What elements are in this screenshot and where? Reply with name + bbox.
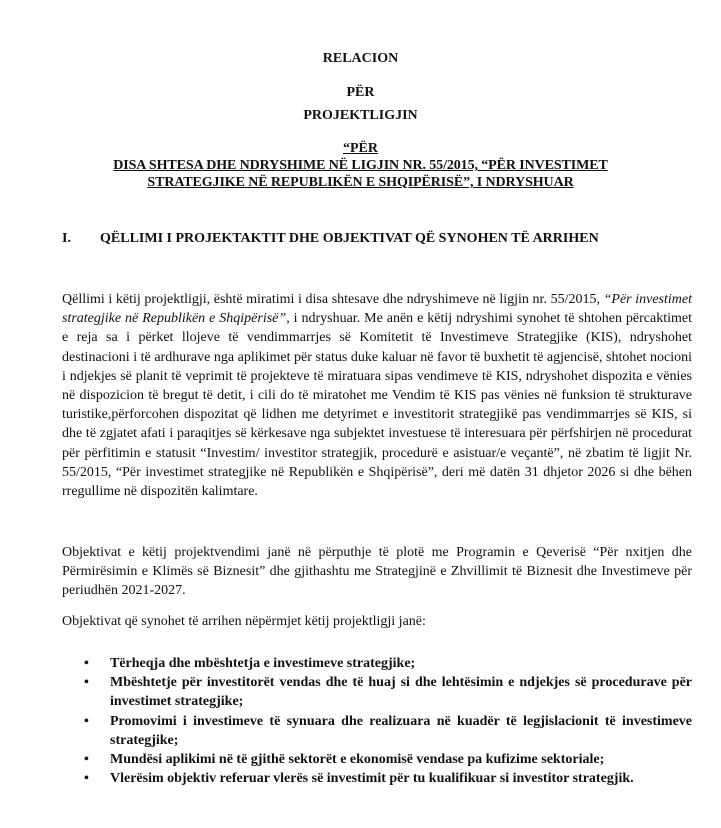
title-projektligjin: PROJEKTLIGJIN [303, 108, 418, 123]
paragraph-objectives: Objektivat e këtij projektvendimi janë në përputhje të plotë me Programin e Qeverisë “Për nxitjen dhe Përmirësimin e Klimës së Biznesit” dhe gjithashtu me Strategjinë e Zhvillimit të Biznesit dhe Investimeve për periudhën 2021-2027. [62, 545, 692, 599]
paragraph-purpose-start: Qëllimi i këtij projektligji, është miratimi i disa shtesave dhe ndryshimeve në ligjin nr. 55/2015, [62, 292, 600, 307]
title-relacion: RELACION [322, 51, 399, 66]
subtitle-line-1: DISA SHTESA DHE NDRYSHIME NË LIGJIN NR. 55/2015, “PËR INVESTIMET [113, 158, 608, 173]
law-title-italic: “Për investimet strategjike në Republikën e Shqipërisë” [62, 292, 692, 327]
title-per: PËR [346, 85, 375, 100]
paragraph-purpose [62, 290, 692, 501]
subtitle-line-2: STRATEGJIKE NË REPUBLIKËN E SHQIPËRISË”, I NDRYSHUAR [147, 175, 574, 190]
paragraph-purpose-rest: , i ndryshuar. Me anën e këtij ndryshimi synohet të shtohen përcaktimet e reja sa i përket llojeve të vendimmarrjes së Komitetit të Investimeve Strategjike (KIS), ndryshohet destinacioni i të ardhurave nga aplikimet për status duke kaluar në favor të buxhetit të agjencisë, shtohet nocioni i ndjekjes së planit të veprimit të projekteve të miratuara sipas vendimeve të KIS, ndryshohet dispozita e vënies në dispozicion të bregut të detit, i cili do të miratohet me Vendim të KIS pas vënies në funksion të strukturave turistike,përforcohen dispozitat që lidhen me detyrimet e investitorit strategjikë pas vendimmarrjes së KIS, si dhe të zgjatet afati i paraqitjes së kërkesave nga subjektet investuese të interesuara për përfshirjen në procedurat për përfitimin e statusit “Investim/ investitor strategjik, procedurë e asistuar/e veçantë”, në zbatim të ligjit Nr. 55/2015, “Për investimet strategjike në Republikën e Shqipërisë”, deri më datën 31 dhjetor 2026 si dhe bëhen rregullime në dispozitën kalimtare. [62, 311, 692, 500]
bullet-icon: • [84, 656, 89, 671]
section-heading [62, 231, 702, 247]
bullet-icon: • [84, 771, 89, 787]
list-item-text: Vlerësim objektiv referuar vlerës së investimit për tu kualifikuar si investitor strategjik. [110, 771, 634, 787]
objectives-list [62, 654, 692, 788]
list-item [62, 654, 692, 673]
list-item [62, 673, 692, 711]
section-number: I. [62, 231, 71, 246]
list-item-text: Mundësi aplikimi në të gjithë sektorët e ekonomisë vendase pa kufizime sektoriale; [110, 752, 605, 768]
list-item [62, 750, 692, 769]
list-item-text: Promovimi i investimeve të synuara dhe realizuara në kuadër të legjislacionit të investimeve strategjike; [110, 713, 692, 748]
list-item-text: Tërheqja dhe mbështetja e investimeve strategjike; [110, 656, 416, 671]
bullet-icon: • [84, 752, 89, 768]
bullet-icon: • [84, 713, 89, 729]
section-title: QËLLIMI I PROJEKTAKTIT DHE OBJEKTIVAT QË SYNOHEN TË ARRIHEN [100, 231, 599, 246]
list-item [62, 769, 692, 788]
list-item [62, 712, 692, 750]
bullet-icon: • [84, 675, 89, 691]
list-item-text: Mbështetje për investitorët vendas dhe të huaj si dhe lehtësimin e ndjekjes së procedurave për investimet strategjike; [110, 675, 692, 710]
subtitle-per: “PËR [343, 141, 378, 156]
paragraph-objectives-intro: Objektivat që synohet të arrihen nëpërmjet këtij projektligji janë: [62, 614, 426, 629]
